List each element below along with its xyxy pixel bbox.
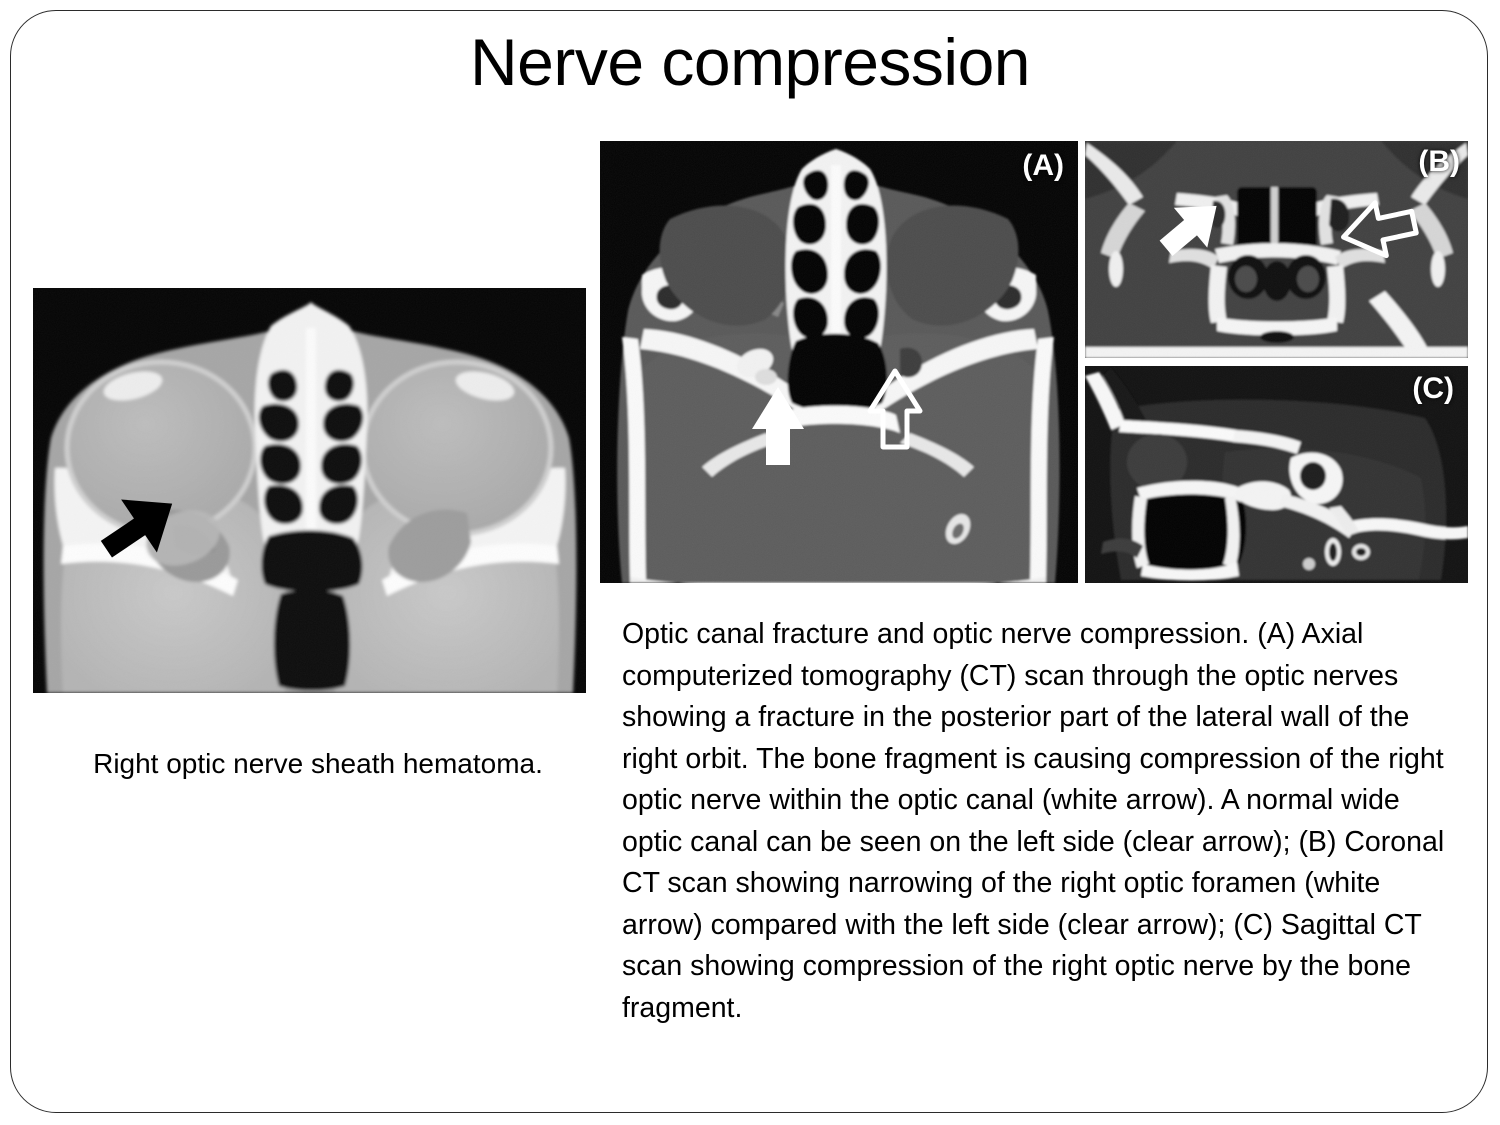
axial-ct-orbits-graphic <box>33 288 586 693</box>
panel-a-label: (A) <box>1022 149 1064 182</box>
panel-c-image <box>1085 366 1468 583</box>
coronal-ct-optic-foramina-graphic <box>1085 141 1468 358</box>
axial-ct-optic-canals-graphic <box>600 141 1078 583</box>
left-ct-image <box>33 288 586 693</box>
figure-caption: Optic canal fracture and optic nerve compression. (A) Axial computerized tomography (CT) scan through the optic nerves showing a fracture in the posterior part of the lateral wall of the right orbit. The bone fragment is causing compression of the right optic nerve within the optic canal (white arrow). A normal wide optic canal can be seen on the left side (clear arrow); (B) Coronal CT scan showing narrowing of the right optic foramen (white arrow) compared with the left side (clear arrow); (C) Sagittal CT scan showing compression of the right optic nerve by the bone fragment. <box>622 618 1445 1024</box>
left-figure-caption: Right optic nerve sheath hematoma. <box>93 748 543 779</box>
panel-c-label: (C) <box>1412 372 1454 405</box>
sagittal-ct-optic-nerve-graphic <box>1085 366 1468 583</box>
panel-b-image <box>1085 141 1468 358</box>
panel-b-label: (B) <box>1418 145 1460 178</box>
slide-title: Nerve compression <box>469 25 1031 99</box>
panel-a-image <box>600 141 1078 583</box>
